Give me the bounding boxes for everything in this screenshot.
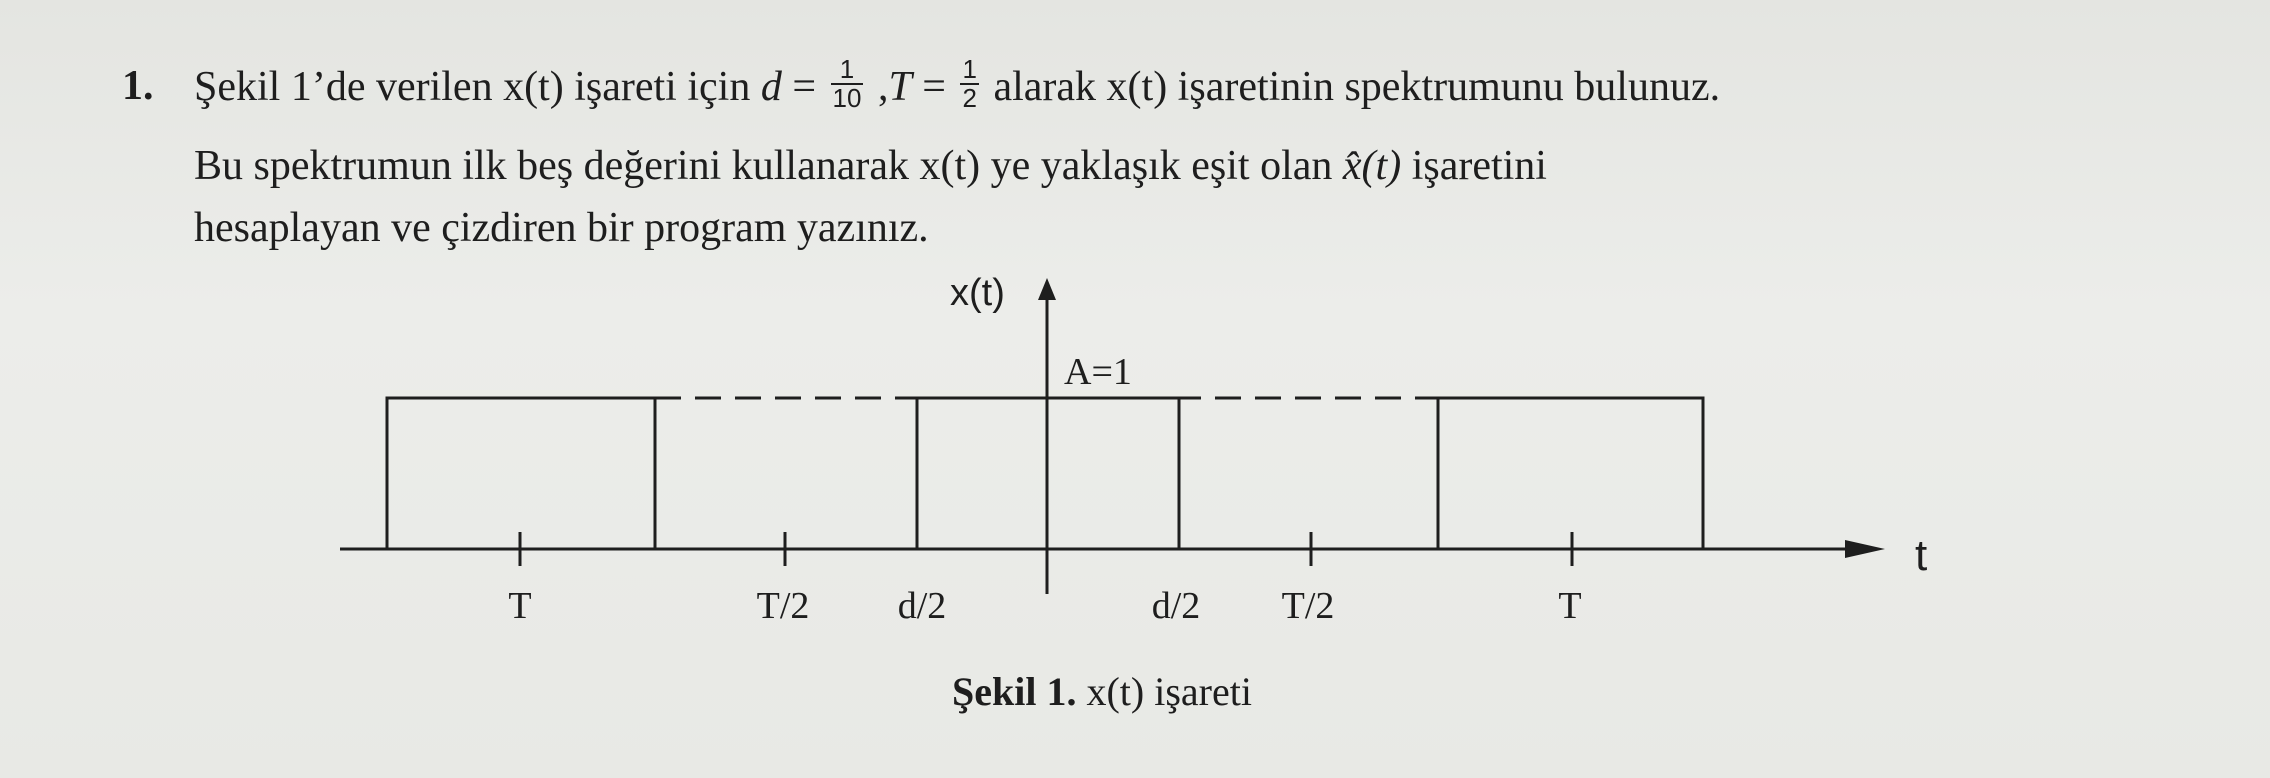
equals-sign: = — [781, 63, 827, 110]
pulse-right — [1438, 398, 1703, 549]
caption-bold: Şekil 1. — [952, 669, 1077, 714]
tick-label: T/2 — [756, 585, 810, 627]
tick-label: T — [1558, 585, 1582, 627]
tick-label: d/2 — [1151, 585, 1201, 627]
d-numerator: 1 — [831, 56, 864, 85]
question-text: Şekil 1’de verilen x(t) işareti için — [194, 63, 761, 110]
question-text: alarak x(t) işaretinin spektrumunu bulunuz. — [982, 63, 1721, 110]
d-denominator: 10 — [832, 83, 862, 114]
d-symbol: d — [760, 63, 782, 110]
equals-sign: = — [911, 63, 957, 110]
question-line-3: hesaplayan ve çizdiren bir program yazınız. — [194, 205, 929, 251]
question-number: 1. — [122, 63, 154, 109]
question-text: Bu spektrumun ilk beş değerini kullanarak x(t) ye yaklaşık eşit olan — [194, 143, 1343, 189]
xhat-symbol: x̂(t) — [1342, 143, 1402, 189]
T-numerator: 1 — [962, 54, 977, 84]
T-denominator: 2 — [962, 83, 977, 114]
caption-text: x(t) işareti — [1076, 669, 1252, 714]
comma: , — [867, 63, 889, 110]
tick-label: T — [508, 585, 532, 627]
figure-caption — [952, 668, 1252, 715]
tick-label: d/2 — [897, 585, 947, 627]
x-axis-label: t — [1915, 531, 1928, 580]
pulse-left — [387, 398, 655, 549]
T-symbol: T — [888, 63, 912, 110]
x-axis-arrow-icon — [1845, 540, 1885, 558]
tick-label: T/2 — [1281, 585, 1335, 627]
y-axis-label: x(t) — [950, 272, 1005, 314]
question-text: işaretini — [1401, 143, 1547, 189]
y-axis-arrow-icon — [1038, 278, 1056, 300]
amplitude-label: A=1 — [1064, 351, 1132, 393]
